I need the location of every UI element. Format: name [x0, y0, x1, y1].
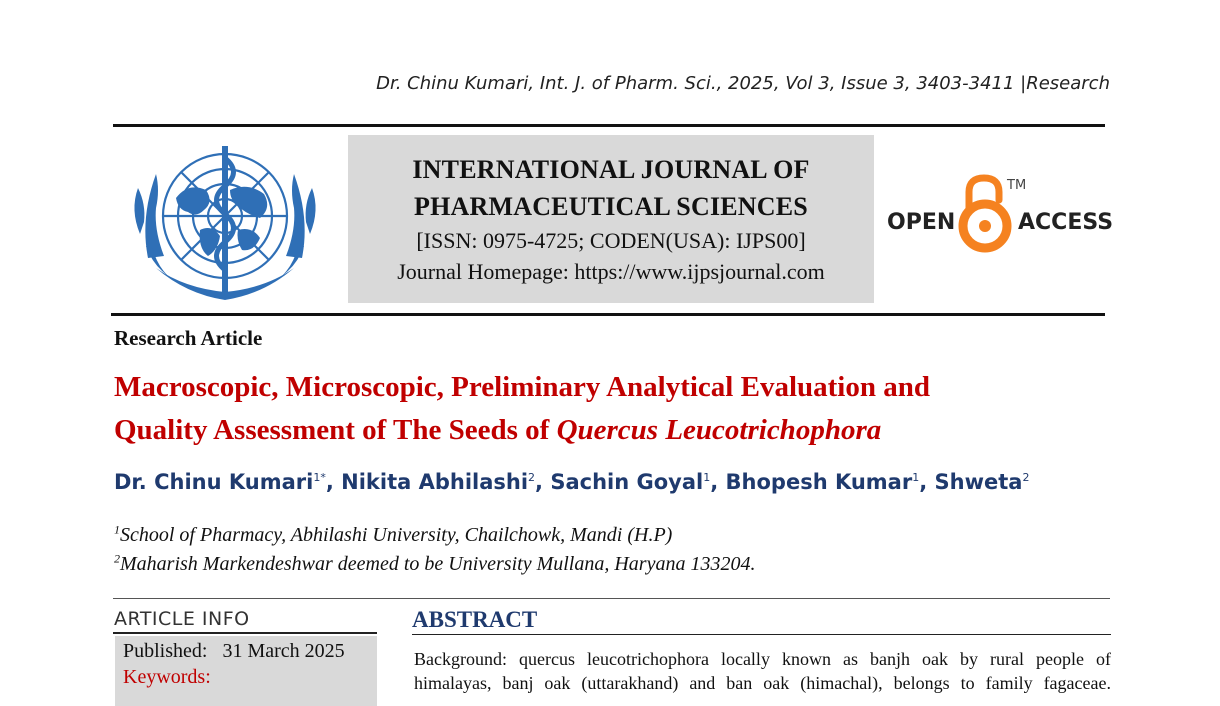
- article-title-line2: [114, 409, 1114, 452]
- published-line: [123, 640, 345, 663]
- affiliation-text: School of Pharmacy, Abhilashi University, Chailchowk, Mandi (H.P): [120, 524, 673, 546]
- author-name: Nikita Abhilashi: [341, 470, 529, 494]
- open-access-logo: [885, 170, 1115, 256]
- abstract-rule: [412, 634, 1111, 635]
- affiliation-number: 2: [114, 551, 120, 566]
- published-date: 31 March 2025: [222, 640, 345, 662]
- article-title-species: Quercus Leucotrichophora: [556, 414, 882, 446]
- journal-name-line2: PHARMACEUTICAL SCIENCES: [414, 192, 808, 221]
- header-rule-bottom: [111, 313, 1105, 316]
- open-access-access-word: ACCESS: [1018, 210, 1114, 235]
- un-emblem-logo: [126, 138, 324, 306]
- author-separator: ,: [710, 470, 726, 494]
- affiliation-1: [114, 524, 672, 547]
- abstract-line-2: himalayas, banj oak (uttarakhand) and ban oak (himachal), belongs to family fagaceae.: [414, 673, 1111, 693]
- author-name: Bhopesh Kumar: [725, 470, 913, 494]
- journal-issn: [ISSN: 0975-4725; CODEN(USA): IJPS00]: [416, 228, 806, 253]
- author-affiliation-mark: 1: [703, 471, 711, 484]
- affiliation-2: [114, 553, 755, 576]
- author-affiliation-mark: 1*: [313, 471, 326, 484]
- section-divider: [113, 598, 1110, 599]
- article-info-rule: [113, 632, 377, 634]
- open-access-tm: TM: [1007, 178, 1027, 193]
- affiliation-number: 1: [114, 522, 120, 537]
- article-title: [114, 366, 1114, 452]
- author-list: [114, 470, 1029, 494]
- author-name: Sachin Goyal: [550, 470, 704, 494]
- open-access-open-word: OPEN: [887, 210, 956, 235]
- keywords-label: Keywords:: [123, 666, 211, 688]
- affiliation-text: Maharish Markendeshwar deemed to be University Mullana, Haryana 133204.: [120, 553, 756, 575]
- abstract-line-1: Background: quercus leucotrichophora locally known as banjh oak by rural people of: [414, 649, 1111, 669]
- author-affiliation-mark: 2: [1022, 471, 1030, 484]
- author-affiliation-mark: 2: [528, 471, 536, 484]
- abstract-text: [414, 647, 1111, 695]
- article-info-heading: ARTICLE INFO: [114, 608, 250, 630]
- abstract-heading: ABSTRACT: [412, 607, 538, 632]
- header-rule-top: [113, 124, 1105, 127]
- author-affiliation-mark: 1: [912, 471, 920, 484]
- author-separator: ,: [325, 470, 342, 494]
- article-type-label: Research Article: [114, 326, 263, 350]
- author-separator: ,: [919, 470, 935, 494]
- journal-masthead: [348, 135, 874, 303]
- journal-name-line1: INTERNATIONAL JOURNAL OF: [412, 155, 810, 184]
- published-label: Published:: [123, 640, 208, 662]
- journal-homepage: Journal Homepage: https://www.ijpsjournal.com: [397, 259, 825, 284]
- running-head: Dr. Chinu Kumari, Int. J. of Pharm. Sci., 2025, Vol 3, Issue 3, 3403-3411 |Research: [376, 73, 1110, 94]
- article-title-line1: Macroscopic, Microscopic, Preliminary Analytical Evaluation and: [114, 371, 930, 403]
- author-separator: ,: [535, 470, 551, 494]
- article-title-line2-plain: Quality Assessment of The Seeds of: [114, 414, 557, 446]
- author-name: Shweta: [934, 470, 1023, 494]
- author-name: Dr. Chinu Kumari: [114, 470, 314, 494]
